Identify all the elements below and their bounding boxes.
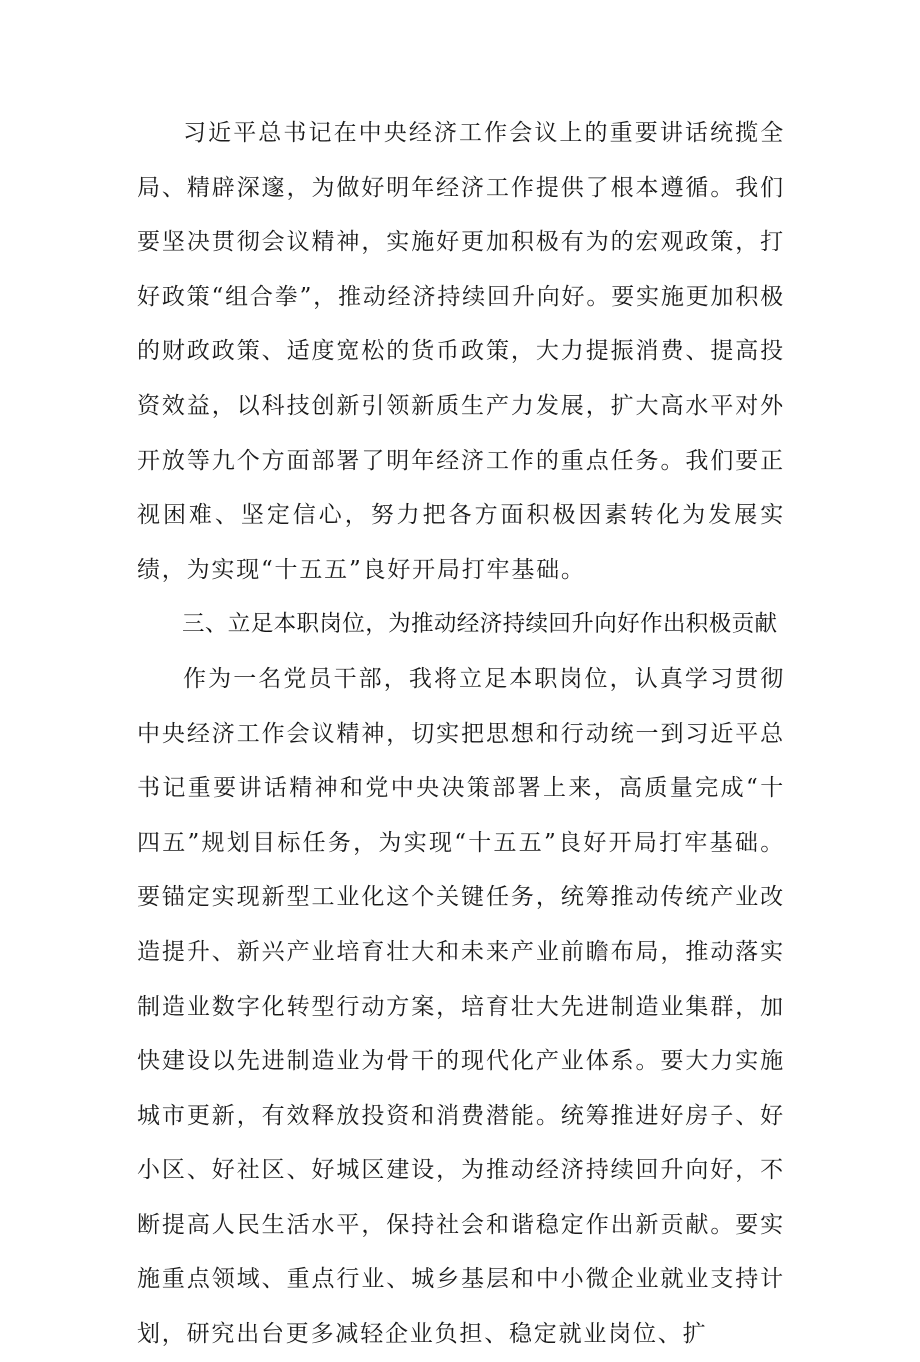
body-paragraph-1: 习近平总书记在中央经济工作会议上的重要讲话统揽全局、精辟深邃，为做好明年经济工作提供了根本遵循。我们要坚决贯彻会议精神，实施好更加积极有为的宏观政策，打好政策“组合拳”，推动经济持续回升向好。要实施更加积极的财政政策、适度宽松的货币政策，大力提振消费、提高投资效益，以科技创新引领新质生产力发展，扩大高水平对外开放等九个方面部署了明年经济工作的重点任务。我们要正视困难、坚定信心，努力把各方面积极因素转化为发展实绩，为实现“十五五”良好开局打牢基础。 (137, 120, 785, 583)
document-body (137, 106, 785, 1362)
body-paragraph-2: 作为一名党员干部，我将立足本职岗位，认真学习贯彻中央经济工作会议精神，切实把思想和行动统一到习近平总书记重要讲话精神和党中央决策部署上来，高质量完成“十四五”规划目标任务，为实现“十五五”良好开局打牢基础。要锚定实现新型工业化这个关键任务，统筹推动传统产业改造提升、新兴产业培育壮大和未来产业前瞻布局，推动落实制造业数字化转型行动方案，培育壮大先进制造业集群，加快建设以先进制造业为骨干的现代化产业体系。要大力实施城市更新，有效释放投资和消费潜能。统筹推进好房子、好小区、好社区、好城区建设，为推动经济持续回升向好，不断提高人民生活水平，保持社会和谐稳定作出新贡献。要实施重点领域、重点行业、城乡基层和中小微企业就业支持计划，研究出台更多减轻企业负担、稳定就业岗位、扩 (137, 665, 785, 1348)
section-heading: 三、立足本职岗位，为推动经济持续回升向好作出积极贡献 (182, 611, 778, 638)
